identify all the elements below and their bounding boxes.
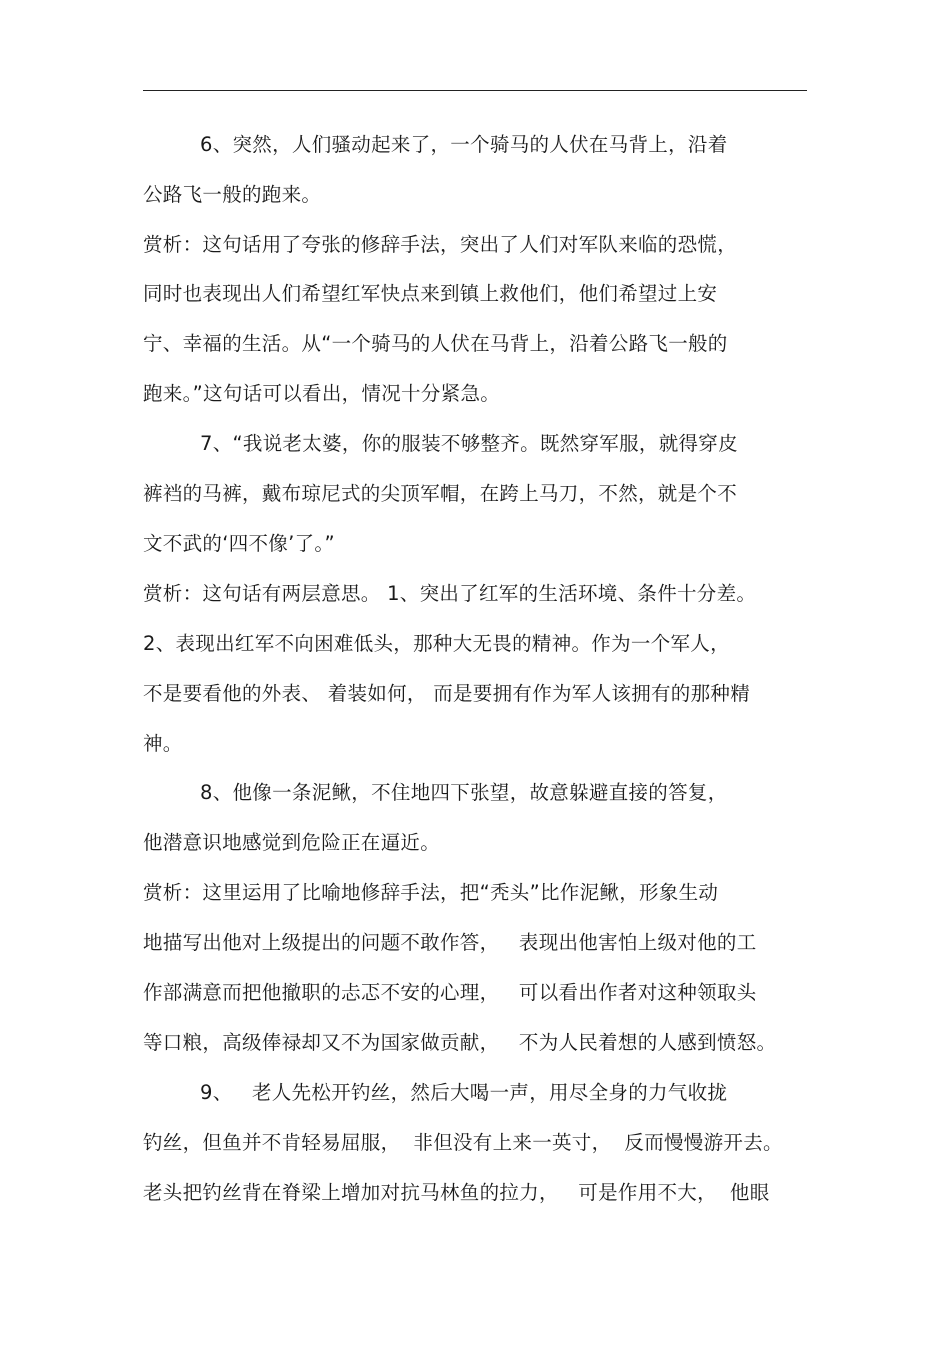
analysis-6-line-1: 赏析：这句话用了夸张的修辞手法，突出了人们对军队来临的恐慌， [143, 233, 738, 256]
header-rule [143, 90, 807, 91]
paragraph-8-line-1: 8、他像一条泥鳅，不住地四下张望，故意躲避直接的答复， [200, 781, 728, 804]
paragraph-6-line-1: 6、突然，人们骚动起来了，一个骑马的人伏在马背上，沿着 [200, 133, 728, 156]
paragraph-7-line-1: 7、“我说老太婆，你的服装不够整齐。既然穿军服，就得穿皮 [200, 432, 738, 455]
analysis-7-line-2: 2、表现出红军不向困难低头，那种大无畏的精神。作为一个军人， [143, 632, 730, 655]
analysis-7-line-3: 不是要看他的外表、 着装如何， 而是要拥有作为军人该拥有的那种精 [143, 682, 750, 705]
analysis-6-line-2: 同时也表现出人们希望红军快点来到镇上救他们，他们希望过上安 [143, 282, 718, 305]
analysis-7-line-1: 赏析：这句话有两层意思。 1、突出了红军的生活环境、条件十分差。 [143, 582, 757, 605]
paragraph-8-line-2: 他潜意识地感觉到危险正在逼近。 [143, 831, 441, 854]
analysis-8-line-4: 等口粮，高级俸禄却又不为国家做贡献， 不为人民着想的人感到愤怒。 [143, 1031, 777, 1054]
analysis-8-line-3: 作部满意而把他撤职的忐忑不安的心理， 可以看出作者对这种领取头 [143, 981, 757, 1004]
analysis-6-line-4: 跑来。”这句话可以看出，情况十分紧急。 [143, 382, 501, 405]
analysis-8-line-2: 地描写出他对上级提出的问题不敢作答， 表现出他害怕上级对他的工 [143, 931, 757, 954]
analysis-7-line-4: 神。 [143, 732, 183, 755]
paragraph-7-line-3: 文不武的‘四不像’了。” [143, 532, 335, 555]
paragraph-7-line-2: 裤裆的马裤，戴布琼尼式的尖顶军帽，在跨上马刀，不然，就是个不 [143, 482, 738, 505]
paragraph-9-line-3: 老头把钓丝背在脊梁上增加对抗马林鱼的拉力， 可是作用不大， 他眼 [143, 1181, 770, 1204]
paragraph-6-line-2: 公路飞一般的跑来。 [143, 183, 322, 206]
analysis-6-line-3: 宁、幸福的生活。从“一个骑马的人伏在马背上，沿着公路飞一般的 [143, 332, 728, 355]
paragraph-9-line-1: 9、 老人先松开钓丝，然后大喝一声，用尽全身的力气收拢 [200, 1081, 728, 1104]
paragraph-9-line-2: 钓丝，但鱼并不肯轻易屈服， 非但没有上来一英寸， 反而慢慢游开去。 [143, 1131, 783, 1154]
analysis-8-line-1: 赏析：这里运用了比喻地修辞手法，把“秃头”比作泥鳅，形象生动 [143, 881, 719, 904]
